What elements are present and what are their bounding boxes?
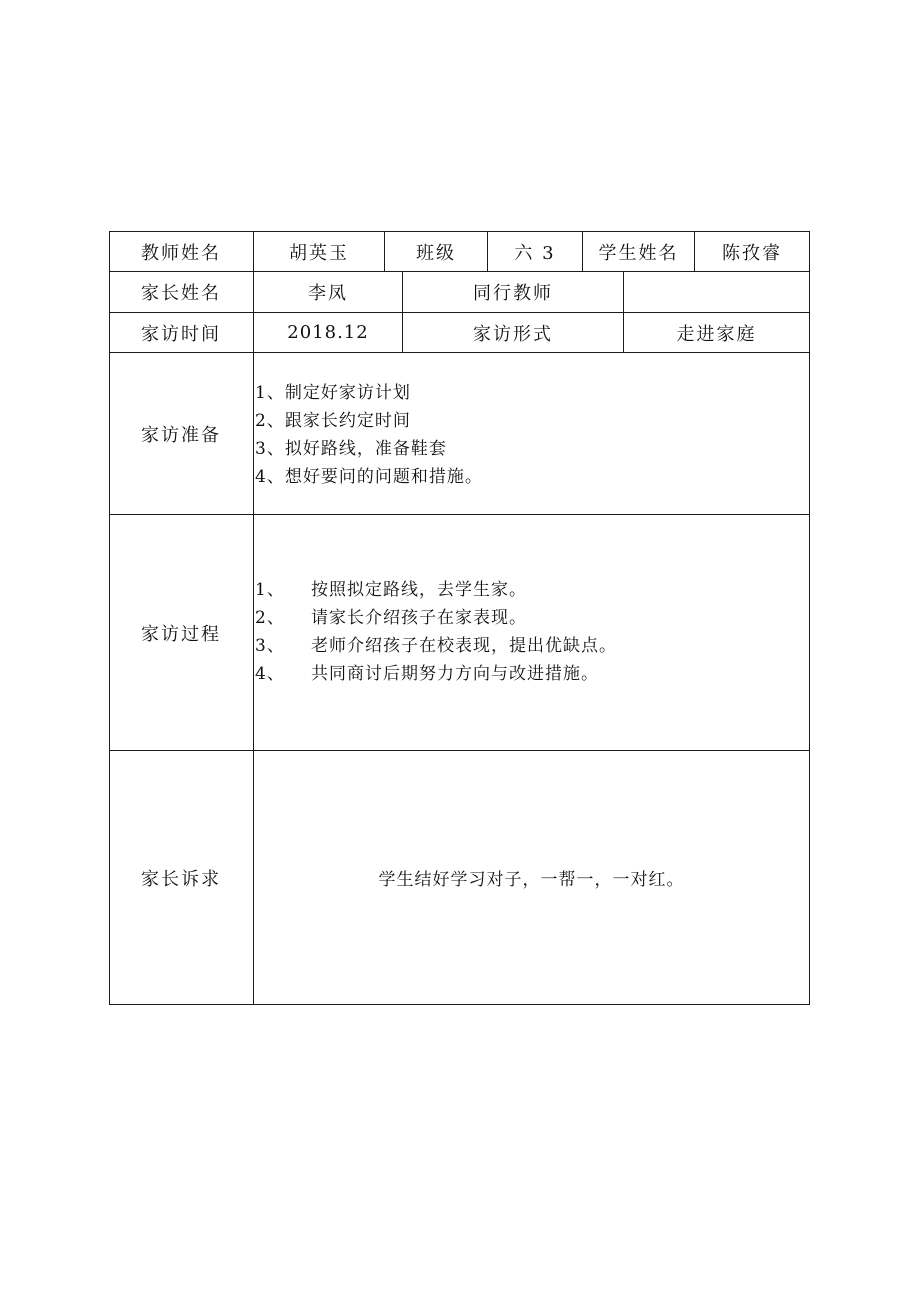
item-text: 拟好路线，准备鞋套: [284, 439, 447, 459]
item-number: 3、: [255, 636, 285, 656]
border-right: [809, 231, 810, 1005]
item-number: 1、: [255, 383, 285, 403]
process-list: [255, 576, 617, 688]
companion-teacher-value: [624, 272, 809, 312]
list-item: [255, 604, 617, 632]
item-number: 4、: [255, 467, 285, 487]
list-item: [255, 463, 483, 491]
list-item: [255, 407, 483, 435]
item-number: 1、: [255, 580, 285, 600]
item-number: 2、: [255, 411, 285, 431]
companion-teacher-label: 同行教师: [473, 283, 553, 304]
visit-form-label: 家访形式: [473, 323, 553, 345]
item-text: 想好要问的问题和措施。: [284, 467, 483, 487]
item-text: 老师介绍孩子在校表现，提出优缺点。: [311, 636, 617, 656]
preparation-list: [255, 379, 483, 491]
item-text: 制定好家访计划: [284, 383, 411, 403]
parent-appeal-label: 家长诉求: [141, 868, 221, 890]
list-item: [255, 660, 617, 688]
item-text: 请家长介绍孩子在家表现。: [311, 608, 527, 628]
list-item: [255, 435, 483, 463]
process-label: 家访过程: [141, 623, 221, 645]
border-bottom: [109, 1004, 810, 1005]
list-item: [255, 576, 617, 604]
home-visit-form: [109, 231, 810, 1005]
list-item: [255, 379, 483, 407]
visit-time-label: 家访时间: [141, 323, 221, 345]
item-number: 3、: [255, 439, 285, 459]
item-text: 按照拟定路线，去学生家。: [311, 580, 527, 600]
item-text: 共同商讨后期努力方向与改进措施。: [311, 664, 599, 684]
item-number: 4、: [255, 664, 285, 684]
item-text: 跟家长约定时间: [284, 411, 411, 431]
visit-time-value: 2018.12: [287, 322, 369, 343]
list-item: [255, 632, 617, 660]
student-name-label: 学生姓名: [598, 242, 679, 264]
item-number: 2、: [255, 608, 285, 628]
teacher-name-value: 胡英玉: [289, 242, 349, 264]
teacher-name-label: 教师姓名: [141, 242, 221, 264]
parent-name-label: 家长姓名: [141, 283, 221, 304]
student-name-value: 陈孜睿: [722, 242, 782, 264]
visit-form-value: 走进家庭: [676, 323, 757, 345]
parent-appeal-text: 学生结好学习对子，一帮一，一对红。: [378, 870, 685, 890]
class-value: 六 3: [514, 242, 556, 264]
parent-name-value: 李凤: [308, 283, 348, 304]
preparation-label: 家访准备: [141, 424, 221, 446]
class-label: 班级: [416, 242, 456, 264]
